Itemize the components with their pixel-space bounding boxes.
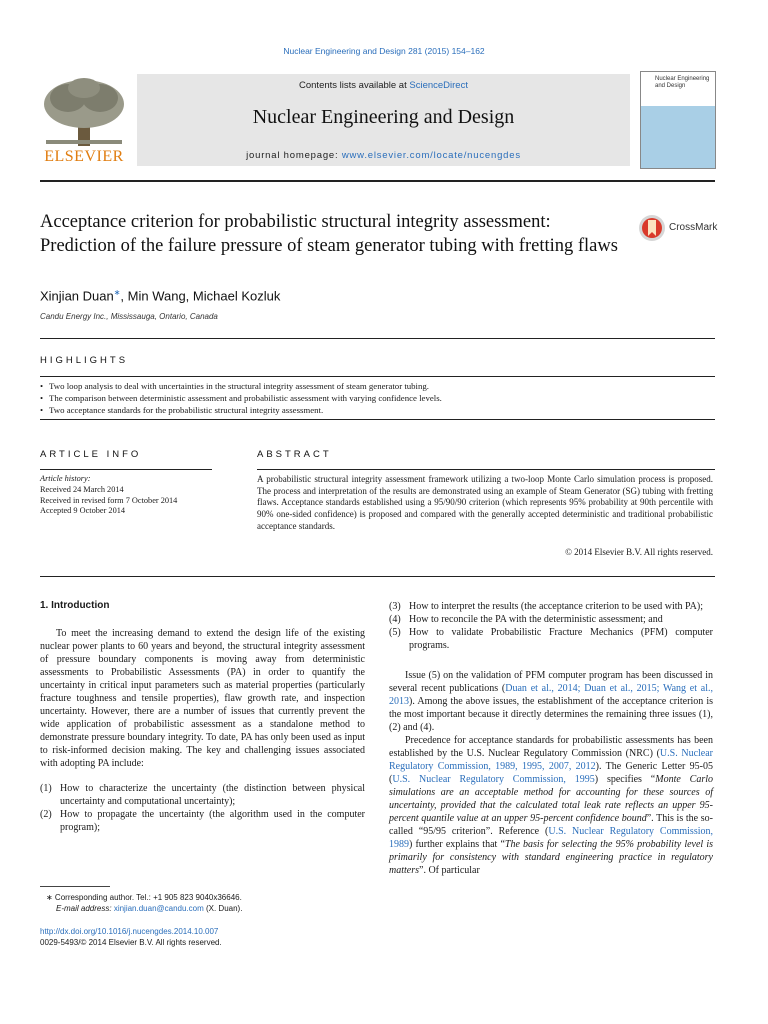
p3-text-a: Precedence for acceptance standards for probabilistic assessments has been established by the U.S. Nuclear Regulatory Commission (NRC) ( [389, 735, 713, 759]
homepage-line [137, 150, 630, 161]
left-column [40, 627, 365, 834]
issue-item [40, 782, 365, 808]
contents-line [137, 80, 630, 91]
accepted-date: Accepted 9 October 2014 [40, 506, 126, 516]
article-history [40, 474, 240, 517]
p3-text-c: ) specifies “ [594, 774, 656, 785]
issue-text: How to validate Probabilistic Fracture Mechanics (PFM) computer programs. [409, 627, 713, 651]
issue-item [389, 613, 713, 626]
p3-quote-2: The basis for selecting the 95% probability level is primarily for consistency with standard engineering practice in regulatory matters [389, 839, 714, 876]
citation-link[interactable]: U.S. Nuclear Regulatory Commission, 1989 [389, 826, 713, 850]
email-line [46, 903, 366, 914]
received-date: Received 24 March 2014 [40, 484, 124, 494]
corresponding-author-note [46, 892, 366, 903]
sciencedirect-link[interactable]: ScienceDirect [409, 80, 468, 91]
issue-text: How to propagate the uncertainty (the algorithm used in the computer program); [60, 809, 365, 833]
article-title: Acceptance criterion for probabilistic structural integrity assessment: Prediction of the failure pressure of steam generator tubing with fretting flaws [40, 212, 618, 256]
issue-item [389, 626, 713, 652]
authors [40, 288, 280, 303]
crossmark-badge[interactable] [638, 212, 728, 246]
issue-item [389, 600, 713, 613]
highlights-bottom-rule [40, 419, 715, 420]
highlights-list [40, 380, 720, 416]
journal-title: Nuclear Engineering and Design [252, 106, 515, 128]
issue-number: (5) [389, 627, 401, 638]
contents-prefix: Contents lists available at [299, 80, 410, 91]
abstract-text: A probabilistic structural integrity assessment framework utilizing a two-loop Monte Carlo simulation process is proposed. The process and interpretation of the results are demonstrated using an example of Steam Generator (SG) tubing with fretting flaws. Acceptance standards established using a 95/90/90 criterion (which represents 95% probability at 90th percentile with 90% one-sided confidence) is proposed and compared with the generally accepted deterministic and traditional probabilistic acceptance standards. [257, 474, 713, 531]
issue-text: How to reconcile the PA with the deterministic assessment; and [409, 614, 663, 625]
p3-text-b: ). The Generic Letter 95-05 ( [389, 761, 713, 785]
p3-text-f: ”. Of particular [419, 865, 480, 876]
homepage-prefix: journal homepage: [246, 150, 342, 161]
issue-text: How to interpret the results (the acceptance criterion to be used with PA); [409, 601, 703, 612]
history-label: Article history: [40, 474, 91, 483]
highlight-item: • Two acceptance standards for the probabilistic structural integrity assessment. [40, 404, 720, 416]
author-corresponding: Xinjian Duan [40, 288, 114, 304]
abstract-top-rule [257, 469, 715, 470]
right-column [389, 600, 713, 877]
abstract-copyright: © 2014 Elsevier B.V. All rights reserved. [565, 547, 713, 557]
authors-rest: , Min Wang, Michael Kozluk [120, 288, 281, 304]
p2-text-b: ). Among the above issues, the establishment of the acceptance criterion is the most important because it directly determines the remaining three issues (1), (2) and (4). [389, 696, 713, 733]
issue-number: (2) [40, 809, 52, 820]
email-suffix: (X. Duan). [203, 904, 243, 913]
intro-paragraph-3 [389, 734, 713, 877]
intro-paragraph-2 [389, 669, 713, 734]
author-email-link[interactable]: xinjian.duan@candu.com [113, 904, 204, 913]
highlights-heading: HIGHLIGHTS [40, 355, 129, 366]
p2-text-a: Issue (5) on the validation of PFM computer program has been discussed in several recent publications ( [389, 670, 713, 694]
article-info-heading: ARTICLE INFO [40, 449, 142, 460]
homepage-link[interactable]: www.elsevier.com/locate/nucengdes [341, 150, 521, 161]
cover-image [641, 106, 715, 168]
p3-text-d: ”. This is the so-called “95/95 criterion”. Reference ( [389, 813, 713, 837]
abstract-heading: ABSTRACT [257, 449, 332, 460]
header-divider [40, 180, 715, 182]
section-heading-introduction: 1. Introduction [40, 600, 110, 611]
cover-title: Nuclear Engineering and Design [655, 76, 710, 89]
crossmark-label: CrossMark [669, 222, 718, 233]
highlight-item: • The comparison between deterministic assessment and probabilistic assessment with varying confidence levels. [40, 392, 720, 404]
article-info-rule [40, 469, 212, 470]
elsevier-logo [38, 74, 130, 166]
doi-block [40, 926, 222, 948]
citation-link[interactable]: U.S. Nuclear Regulatory Commission, 1989, 1995, 2007, 2012 [389, 748, 713, 772]
highlight-item: • Two loop analysis to deal with uncertainties in the structural integrity assessment of steam generator tubing. [40, 380, 720, 392]
footnote-mark: ∗ [46, 893, 53, 902]
abstract-bottom-rule [40, 576, 715, 577]
issue-number: (1) [40, 783, 52, 794]
issue-number: (4) [389, 614, 401, 625]
publisher-name: ELSEVIER [44, 148, 124, 165]
citation-link[interactable]: Duan et al., 2014; Duan et al., 2015; Wang et al., 2013 [389, 683, 714, 707]
issn-line: 0029-5493/© 2014 Elsevier B.V. All rights reserved. [40, 938, 222, 947]
crossmark-icon [638, 212, 666, 244]
issue-number: (3) [389, 601, 401, 612]
journal-reference[interactable]: Nuclear Engineering and Design 281 (2015) 154–162 [283, 46, 485, 56]
doi-link[interactable]: http://dx.doi.org/10.1016/j.nucengdes.2014.10.007 [40, 927, 219, 936]
corresponding-mark[interactable]: ∗ [113, 288, 121, 297]
issue-item [40, 808, 365, 834]
highlights-top-rule [40, 376, 715, 377]
citation-link[interactable]: U.S. Nuclear Regulatory Commission, 1995 [392, 774, 595, 785]
intro-paragraph-1: To meet the increasing demand to extend the design life of the existing nuclear power plants to 60 years and beyond, the structural integrity assessment of pressure boundary components is moving away from deterministic assessments to Probabilistic Assessments (PA) in order to quantify the uncertainty in critical input parameters such as material properties (particularly fracture toughness and tensile properties), flaw growth rate, and inspection uncertainty. However, there are a number of issues that currently prevent the wide application of probabilistic assessment as a standalone method to demonstrate pressure boundary integrity. To date, PA has only been used as input to risk-informed decision making. The key and challenging issues associated with adopting PA include: [40, 628, 365, 769]
issue-text: How to characterize the uncertainty (the distinction between physical uncertainty and computational uncertainty); [60, 783, 365, 807]
journal-header [137, 74, 630, 166]
footnote [46, 892, 366, 914]
corresponding-text: Corresponding author. Tel.: +1 905 823 9040x36646. [52, 893, 242, 902]
footnote-rule [40, 886, 110, 887]
p3-text-e: ) further explains that “ [409, 839, 505, 850]
journal-cover [640, 71, 716, 169]
email-label: E-mail address: [56, 904, 112, 913]
affiliation-divider [40, 338, 715, 339]
affiliation: Candu Energy Inc., Mississauga, Ontario, Canada [40, 312, 218, 321]
revised-date: Received in revised form 7 October 2014 [40, 495, 178, 505]
p3-quote-1: Monte Carlo simulations are an acceptable method for accounting for these sources of uncertainty, provided that the calculated total leak rate reflects an upper 95-percent quantile value at an upper 95-percent confidence bound [389, 774, 714, 824]
